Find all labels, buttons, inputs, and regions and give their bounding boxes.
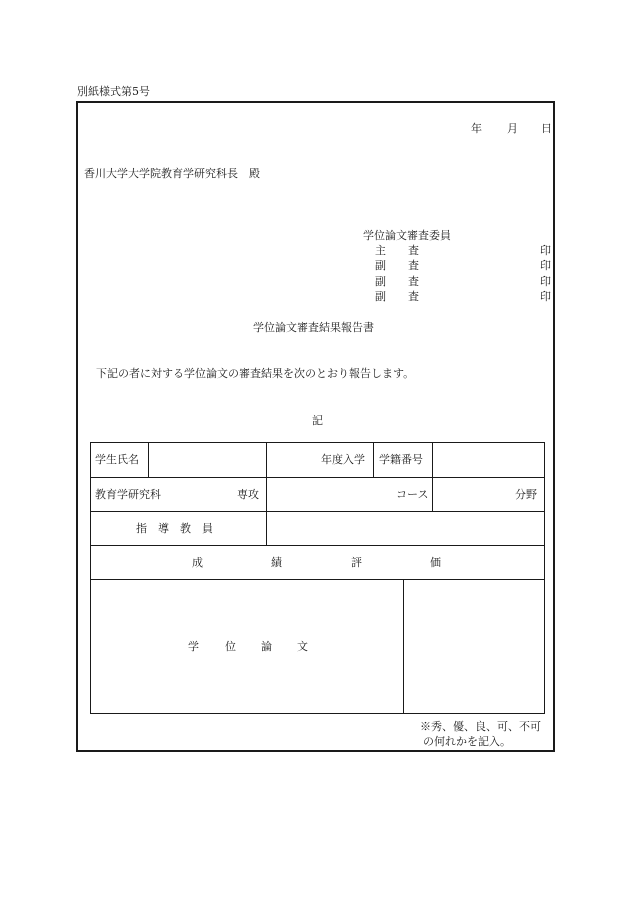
thesis-char: 位 [225,640,236,653]
student-id-field[interactable] [433,443,544,477]
major-label: 専攻 [237,488,259,501]
thesis-char: 論 [261,640,272,653]
evaluation-char: 評 [351,556,362,569]
enrollment-year-field[interactable] [267,443,319,477]
enrollment-label: 年度入学 [321,453,365,466]
addressee: 香川大学大学院教育学研究科長 殿 [84,167,260,180]
evaluation-char: 成 [192,556,203,569]
member-role: 主 査 [375,244,419,257]
seal-mark: 印 [540,290,551,303]
date-month: 月 [507,122,518,135]
thesis-char: 学 [188,640,199,653]
course-label: コース [396,488,429,501]
intro-text: 下記の者に対する学位論文の審査結果を次のとおり報告します。 [96,367,415,380]
advisor-field[interactable] [267,512,544,545]
student-name-label: 学生氏名 [95,453,139,466]
seal-mark: 印 [540,244,551,257]
member-role: 副 査 [375,290,419,303]
document-title: 学位論文審査結果報告書 [253,321,374,334]
member-role: 副 査 [375,275,419,288]
evaluation-char: 価 [430,556,441,569]
thesis-content-field[interactable] [91,580,402,713]
evaluation-char: 績 [271,556,282,569]
committee-heading: 学位論文審査委員 [363,229,451,242]
graduate-school-label: 教育学研究科 [95,488,161,501]
seal-mark: 印 [540,259,551,272]
grade-field[interactable] [404,580,544,713]
student-name-field[interactable] [149,443,265,477]
thesis-char: 文 [297,640,308,653]
ki-mark: 記 [312,414,323,427]
form-number: 別紙様式第5号 [77,85,150,98]
member-role: 副 査 [375,259,419,272]
field-label: 分野 [515,488,537,501]
form-frame [76,101,555,752]
advisor-label: 指 導 教 員 [136,522,213,535]
grade-note-line2: の何れかを記入。 [423,735,511,748]
student-id-label: 学籍番号 [379,453,423,466]
grade-note-line1: ※秀、優、良、可、不可 [420,720,541,733]
date-day: 日 [541,122,552,135]
seal-mark: 印 [540,275,551,288]
date-year: 年 [471,122,482,135]
